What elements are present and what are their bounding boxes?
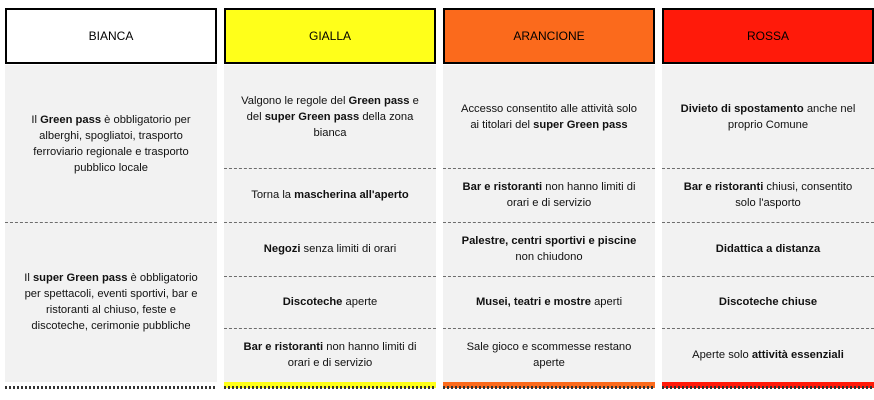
header-arancione: ARANCIONE bbox=[443, 8, 655, 64]
rule-cell: Palestre, centri sportivi e piscine non chiudono bbox=[461, 235, 637, 263]
rule-cell: Bar e ristoranti non hanno limiti di orari e di servizio bbox=[243, 341, 417, 369]
rule-cell: Bar e ristoranti non hanno limiti di orari e di servizio bbox=[462, 181, 636, 209]
rule-cell: Discoteche aperte bbox=[282, 296, 378, 308]
strip-hatch bbox=[662, 386, 874, 389]
rule-cell: Sale gioco e scommesse restano aperte bbox=[466, 341, 632, 369]
rule-cell: Negozi senza limiti di orari bbox=[263, 243, 397, 255]
rule-cell: Il Green pass è obbligatorio per alberghi, spogliatoi, trasporto ferroviario regionale e trasporto pubblico locale bbox=[31, 113, 191, 174]
column-bianca bbox=[5, 0, 217, 400]
rule-cell: Musei, teatri e mostre aperti bbox=[475, 296, 623, 308]
rule-cell: Accesso consentito alle attività solo ai titolari del super Green pass bbox=[461, 102, 637, 131]
rule-cell: Didattica a distanza bbox=[715, 243, 821, 255]
header-bianca: BIANCA bbox=[5, 8, 217, 64]
rule-cell: Bar e ristoranti chiusi, consentito solo l'asporto bbox=[683, 181, 853, 209]
column-rossa bbox=[662, 0, 874, 400]
header-gialla: GIALLA bbox=[224, 8, 436, 64]
rule-cell: Divieto di spostamento anche nel proprio Comune bbox=[680, 102, 856, 131]
column-arancione bbox=[443, 0, 655, 400]
strip-hatch bbox=[5, 386, 217, 389]
rule-cell: Aperte solo attività essenziali bbox=[692, 349, 844, 361]
header-rossa: ROSSA bbox=[662, 8, 874, 64]
rule-cell: Valgono le regole del Green pass e del super Green pass della zona bianca bbox=[241, 94, 419, 139]
column-gialla bbox=[224, 0, 436, 400]
strip-hatch bbox=[443, 386, 655, 389]
strip-hatch bbox=[224, 386, 436, 389]
rule-cell: Discoteche chiuse bbox=[718, 296, 818, 308]
rule-cell: Torna la mascherina all'aperto bbox=[251, 189, 409, 201]
rule-cell: Il super Green pass è obbligatorio per spettacoli, eventi sportivi, bar e ristoranti al chiuso, feste e discoteche, cerimonie pubbliche bbox=[24, 272, 198, 332]
